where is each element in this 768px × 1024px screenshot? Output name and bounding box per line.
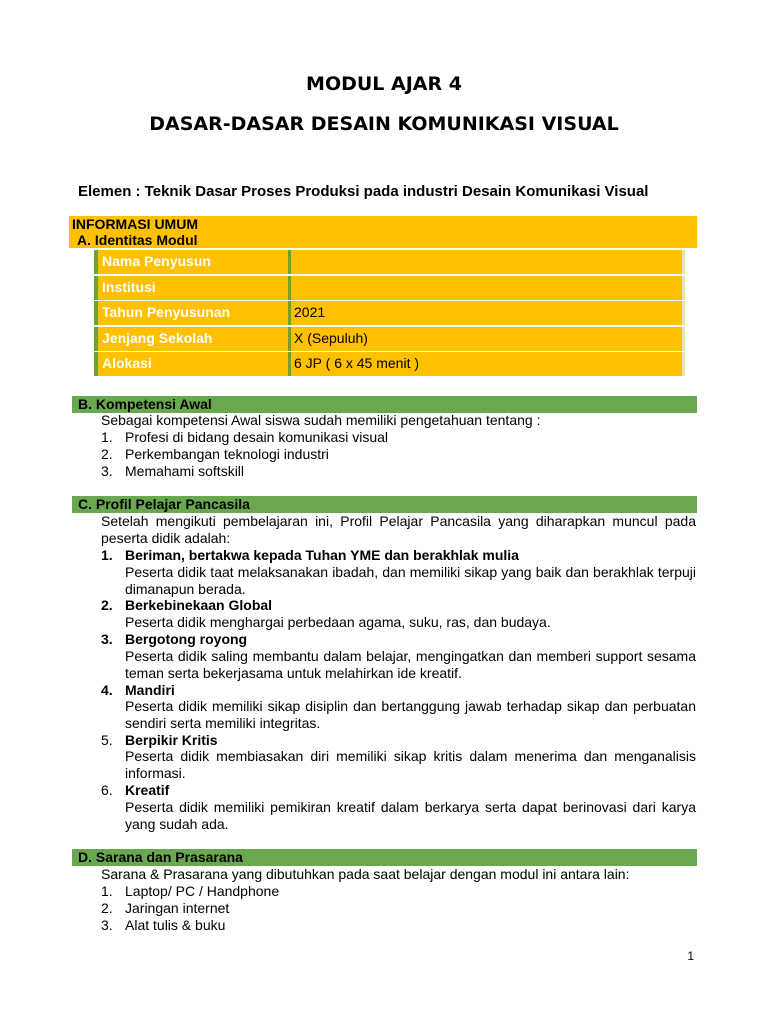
module-title: MODUL AJAR 4 bbox=[306, 73, 462, 95]
info-umum-heading: INFORMASI UMUM bbox=[72, 216, 198, 232]
list-item-desc: Peserta didik taat melaksanakan ibadah, dan memiliki sikap yang baik dan berakhlak terpuji dimanapun berada. bbox=[125, 564, 696, 597]
table-row bbox=[94, 301, 686, 327]
row-label: Jenjang Sekolah bbox=[102, 329, 213, 346]
list-item-desc: Peserta didik memiliki sikap disiplin dan bertanggung jawab terhadap sikap dan perbuatan sendiri serta memiliki integritas. bbox=[125, 698, 696, 731]
section-d-header bbox=[72, 849, 697, 866]
table-row bbox=[94, 352, 686, 378]
list-item-desc: Peserta didik memiliki pemikiran kreatif dalam berkarya serta dapat berinovasi dari karya yang sudah ada. bbox=[125, 799, 696, 832]
row-label: Institusi bbox=[102, 278, 156, 295]
page-number: 1 bbox=[687, 949, 694, 963]
row-value: X (Sepuluh) bbox=[294, 329, 368, 346]
table-row bbox=[94, 327, 686, 353]
section-b-heading: B. Kompetensi Awal bbox=[78, 396, 212, 412]
list-item-desc: Peserta didik membiasakan diri memiliki sikap kritis dalam menerima dan menganalisis informasi. bbox=[125, 748, 696, 781]
section-c-heading: C. Profil Pelajar Pancasila bbox=[78, 496, 250, 512]
section-c-intro: Setelah mengikuti pembelajaran ini, Profil Pelajar Pancasila yang diharapkan muncul pada peserta didik adalah: bbox=[101, 513, 696, 546]
row-label: Alokasi bbox=[102, 355, 152, 372]
module-subtitle: DASAR-DASAR DESAIN KOMUNIKASI VISUAL bbox=[149, 113, 619, 135]
section-b-intro: Sebagai kompetensi Awal siswa sudah memiliki pengetahuan tentang : bbox=[101, 412, 541, 428]
section-d-intro: Sarana & Prasarana yang dibutuhkan pada saat belajar dengan modul ini antara lain: bbox=[101, 866, 630, 882]
row-value: 2021 bbox=[294, 304, 326, 321]
elemen-line: Elemen : Teknik Dasar Proses Produksi pada industri Desain Komunikasi Visual bbox=[78, 183, 649, 200]
row-value: 6 JP ( 6 x 45 menit ) bbox=[294, 355, 420, 372]
table-row bbox=[94, 250, 686, 276]
section-b-header bbox=[72, 396, 697, 413]
table-row bbox=[94, 276, 686, 302]
identitas-table bbox=[94, 250, 686, 378]
section-d-heading: D. Sarana dan Prasarana bbox=[78, 849, 243, 865]
row-label: Tahun Penyusunan bbox=[102, 304, 231, 321]
list-item-desc: Peserta didik menghargai perbedaan agama, suku, ras, dan budaya. bbox=[125, 614, 551, 630]
info-umum-header bbox=[69, 216, 697, 248]
identitas-modul-heading: A. Identitas Modul bbox=[77, 232, 198, 248]
list-item-desc: Peserta didik saling membantu dalam belajar, mengingatkan dan memberi support sesama teman serta bekerjasama untuk melahirkan ide kreatif. bbox=[125, 648, 696, 681]
section-c-header bbox=[72, 496, 697, 513]
row-label: Nama Penyusun bbox=[102, 253, 211, 269]
